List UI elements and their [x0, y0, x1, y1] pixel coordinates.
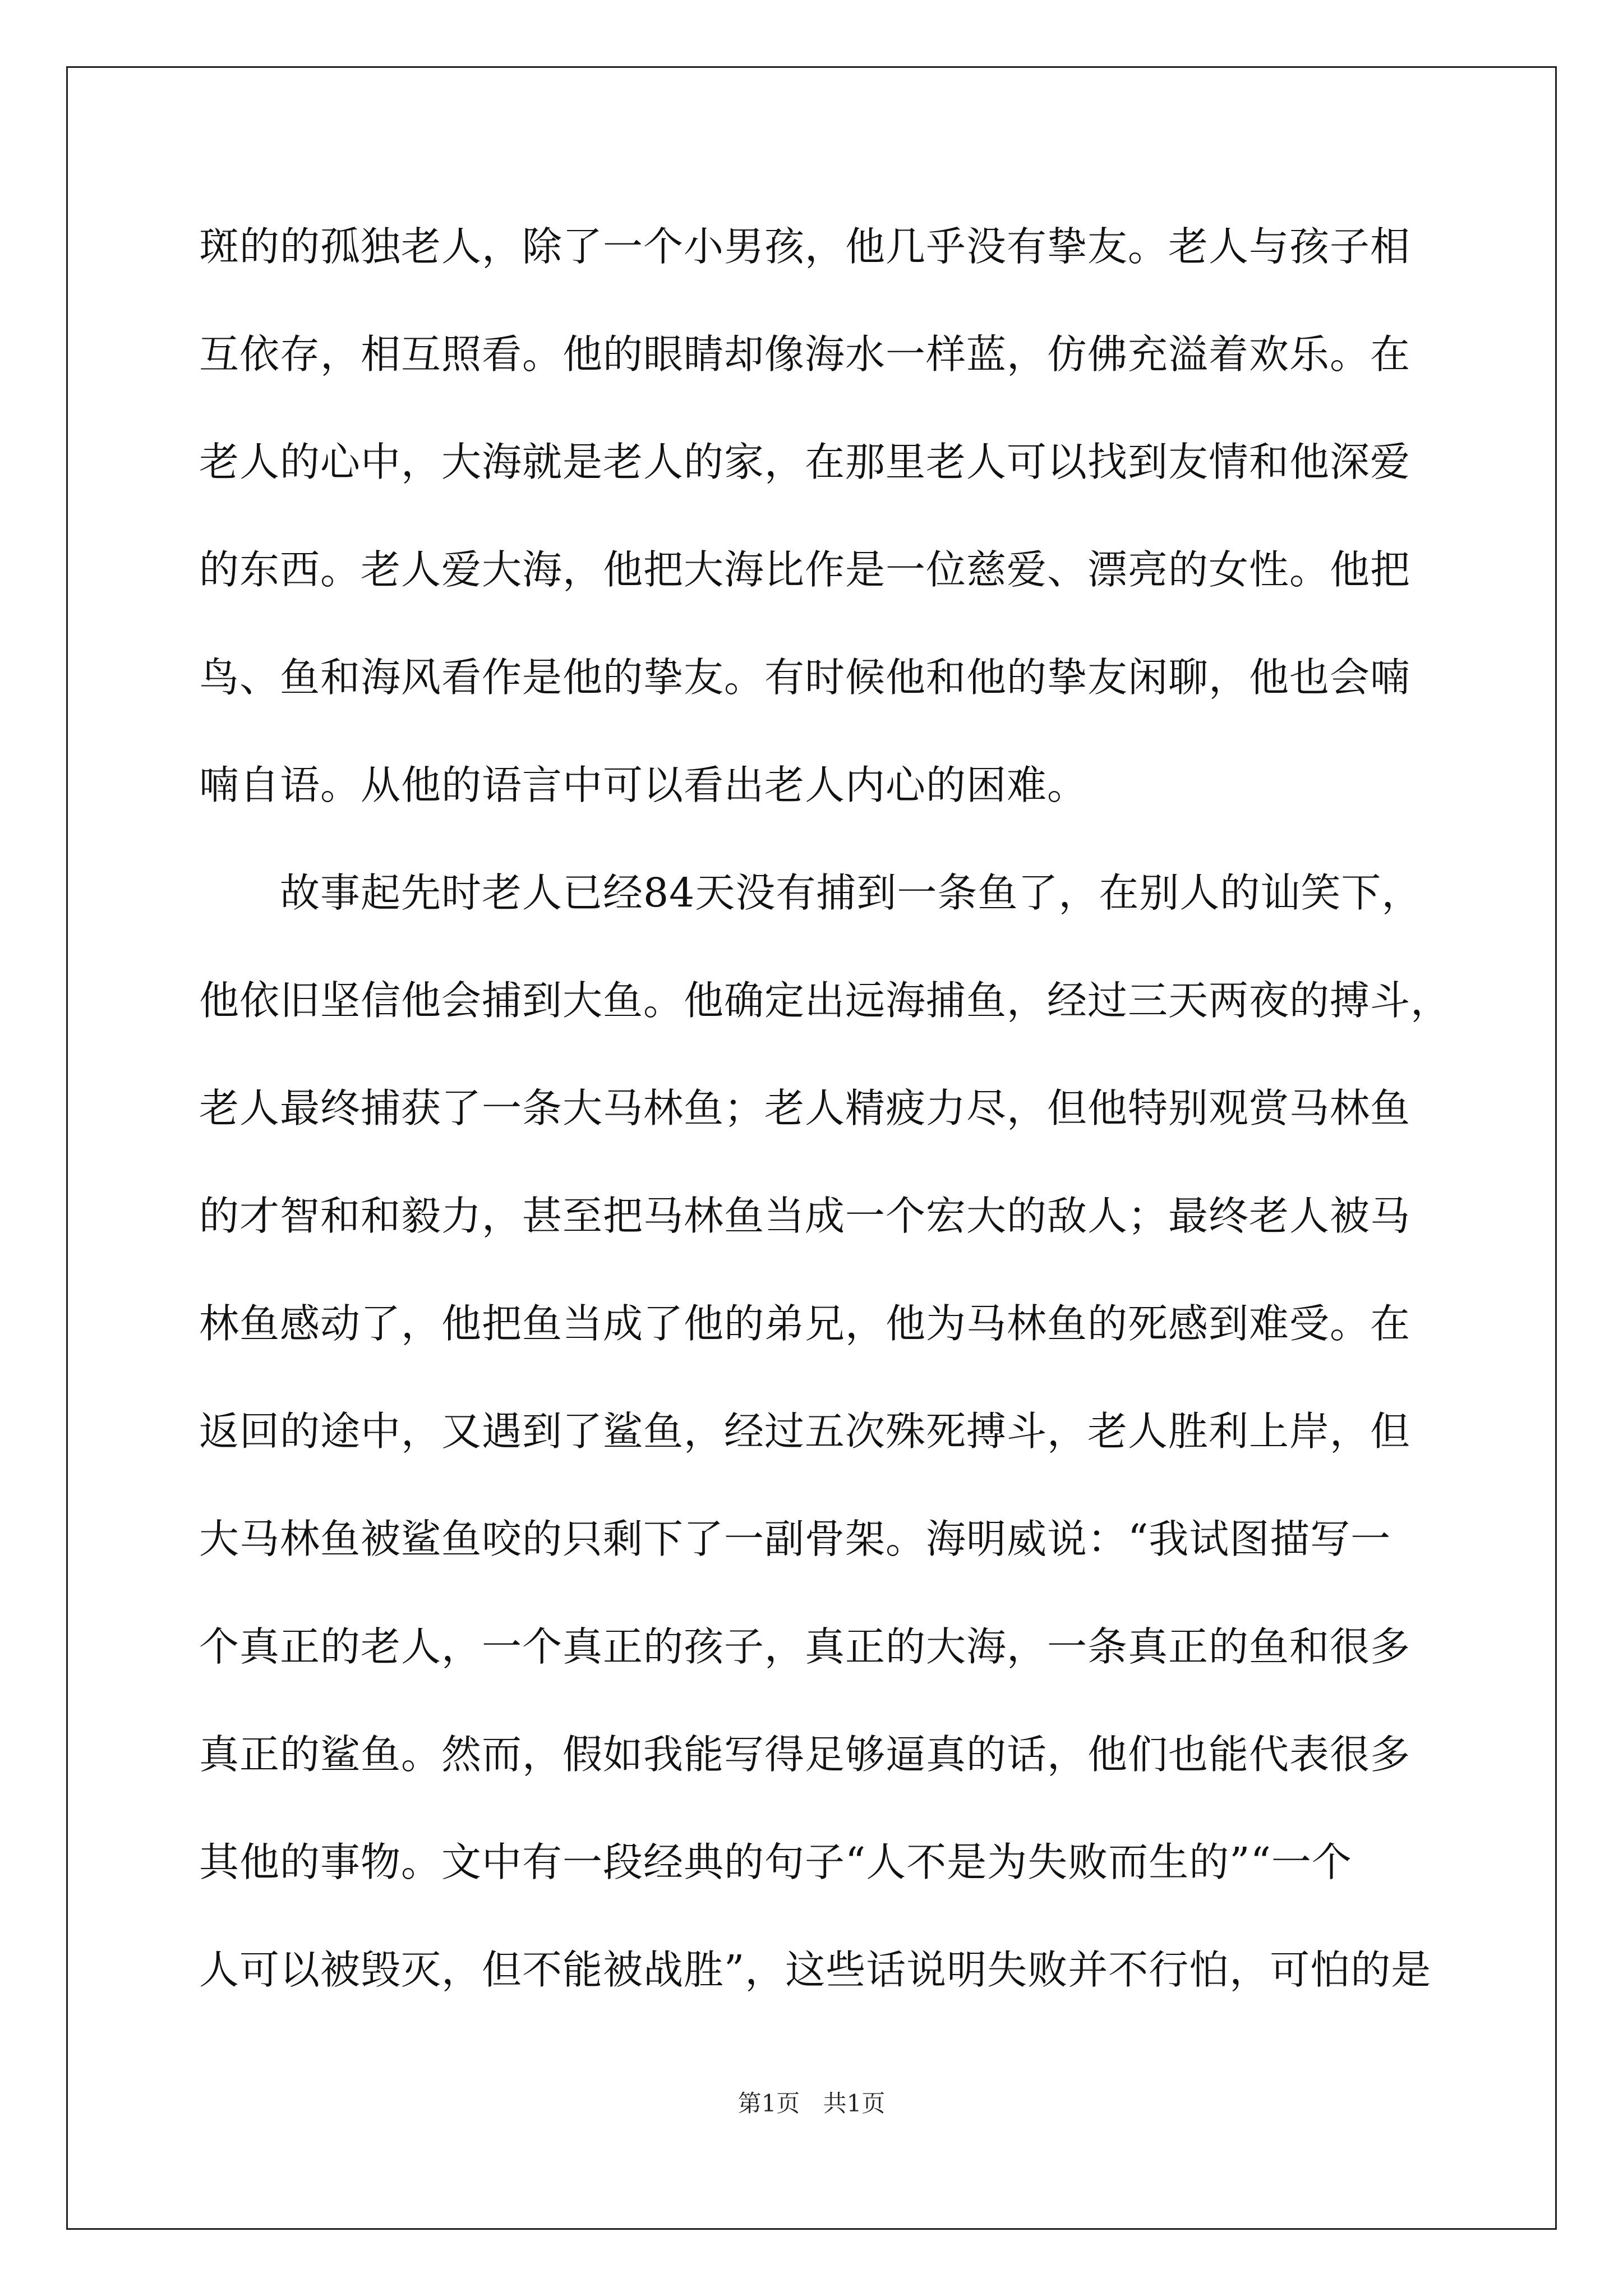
text-line: 林鱼感动了，他把鱼当成了他的弟兄，他为马林鱼的死感到难受。在: [199, 1300, 1411, 1347]
text-line: 返回的途中，又遇到了鲨鱼，经过五次殊死搏斗，老人胜利上岸，但: [199, 1408, 1411, 1455]
text-line: 老人最终捕获了一条大马林鱼；老人精疲力尽，但他特别观赏马林鱼: [199, 1085, 1411, 1131]
text-line: 大马林鱼被鲨鱼咬的只剩下了一副骨架。海明威说：“我试图描写一: [199, 1516, 1391, 1562]
page-footer: [0, 2087, 1623, 2120]
text-line: 鸟、鱼和海风看作是他的挚友。有时候他和他的挚友闲聊，他也会喃: [199, 654, 1411, 701]
page-number: 第1页: [737, 2090, 800, 2117]
text-line: 其他的事物。文中有一段经典的句子“人不是为失败而生的”“一个: [199, 1839, 1352, 1885]
text-line: 个真正的老人，一个真正的孩子，真正的大海，一条真正的鱼和很多: [199, 1623, 1411, 1670]
text-line: 斑的的孤独老人，除了一个小男孩，他几乎没有挚友。老人与孩子相: [199, 223, 1411, 270]
text-line: 故事起先时老人已经84天没有捕到一条鱼了，在别人的讪笑下，: [199, 869, 1422, 916]
text-line: 老人的心中，大海就是老人的家，在那里老人可以找到友情和他深爱: [199, 439, 1411, 485]
text-line: 他依旧坚信他会捕到大鱼。他确定出远海捕鱼，经过三天两夜的搏斗，: [199, 977, 1451, 1024]
text-line: 的东西。老人爱大海，他把大海比作是一位慈爱、漂亮的女性。他把: [199, 546, 1411, 593]
text-line: 真正的鲨鱼。然而，假如我能写得足够逼真的话，他们也能代表很多: [199, 1731, 1411, 1778]
text-line: 人可以被毁灭，但不能被战胜”，这些话说明失败并不行怕，可怕的是: [199, 1947, 1432, 1993]
text-line: 互依存，相互照看。他的眼睛却像海水一样蓝，仿佛充溢着欢乐。在: [199, 331, 1411, 378]
text-line: 喃自语。从他的语言中可以看出老人内心的困难。: [199, 762, 1088, 808]
page-border: [66, 66, 1557, 2230]
text-line: 的才智和和毅力，甚至把马林鱼当成一个宏大的敌人；最终老人被马: [199, 1193, 1411, 1239]
page-total: 共1页: [823, 2090, 886, 2117]
